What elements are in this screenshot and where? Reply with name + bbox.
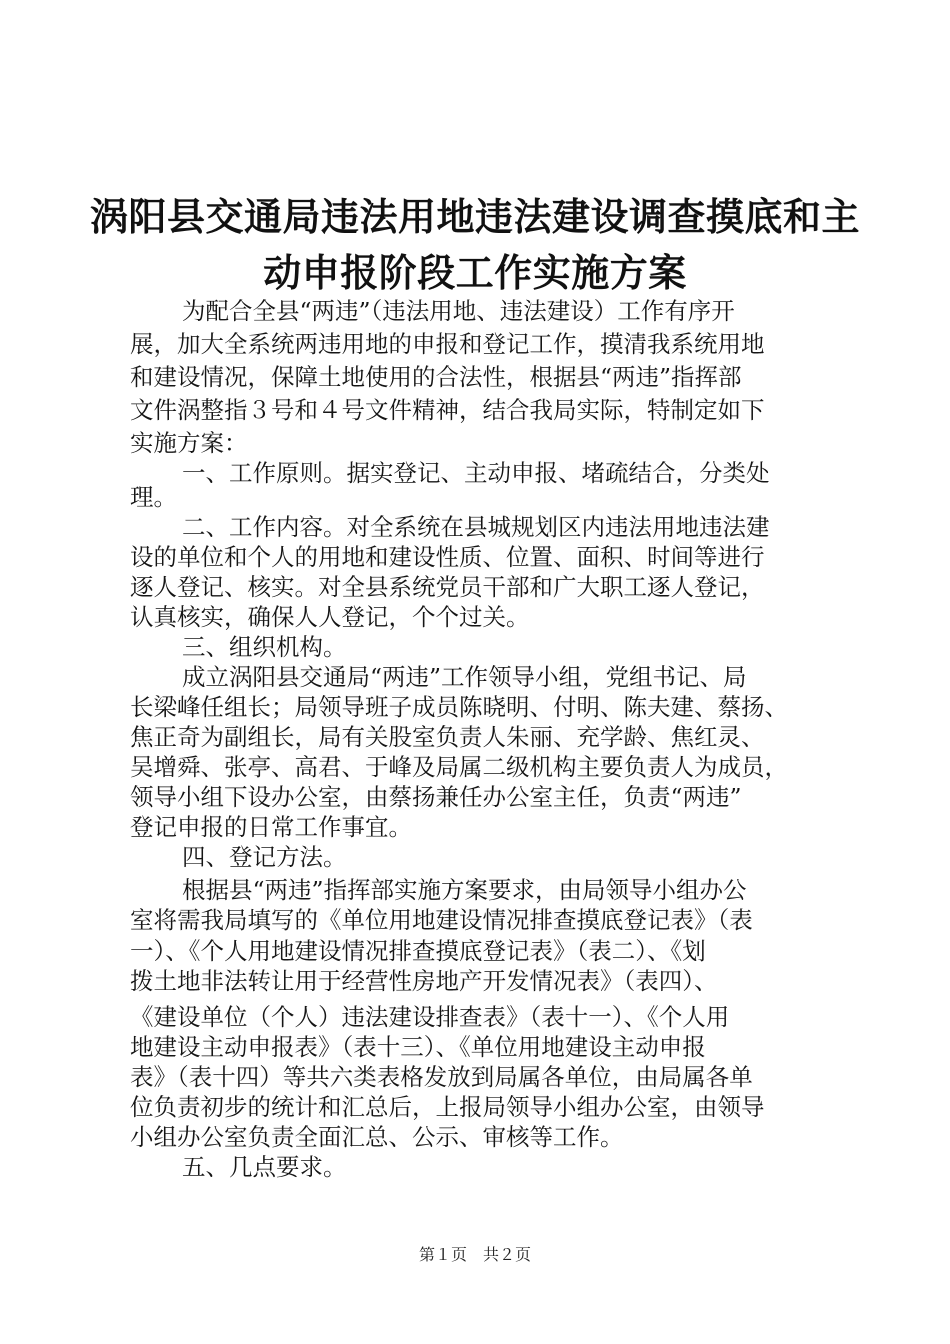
paragraph-line: 和建设情况，保障土地使用的合法性，根据县“两违”指挥部	[130, 363, 742, 391]
section-heading-line: 二、工作内容。对全系统在县城规划区内违法用地违法建	[182, 513, 770, 541]
page-number-footer: 第１页 共２页	[418, 1245, 531, 1264]
section-heading-line: 五、几点要求。	[182, 1153, 347, 1181]
paragraph-line: 登记申报的日常工作事宜。	[130, 813, 412, 841]
paragraph-line: 逐人登记、核实。对全县系统党员干部和广大职工逐人登记，	[130, 573, 765, 601]
paragraph-line: 理。	[130, 483, 177, 511]
paragraph-line: 文件涡整指３号和４号文件精神，结合我局实际，特制定如下	[130, 396, 765, 424]
paragraph-line: 位负责初步的统计和汇总后，上报局领导小组办公室，由领导	[130, 1093, 765, 1121]
paragraph-line: 小组办公室负责全面汇总、公示、审核等工作。	[130, 1123, 624, 1151]
section-heading-line: 三、组织机构。	[182, 633, 347, 661]
paragraph-line: 焦正奇为副组长，局有关股室负责人朱丽、充学龄、焦红灵、	[130, 723, 765, 751]
document-title-line-1: 涡阳县交通局违法用地违法建设调查摸底和主	[89, 194, 860, 239]
paragraph-line: 长梁峰任组长；局领导班子成员陈晓明、付明、陈夫建、蔡扬、	[130, 693, 788, 721]
paragraph-line: 成立涡阳县交通局“两违”工作领导小组，党组书记、局	[182, 663, 747, 691]
paragraph-line: 拨土地非法转让用于经营性房地产开发情况表》（表四）、	[130, 967, 718, 995]
paragraph-line: 设的单位和个人的用地和建设性质、位置、面积、时间等进行	[130, 543, 765, 571]
paragraph-line: 根据县“两违”指挥部实施方案要求，由局领导小组办公	[182, 876, 747, 904]
paragraph-line: 领导小组下设办公室，由蔡扬兼任办公室主任，负责“两违”	[130, 783, 742, 811]
document-title-line-2: 动申报阶段工作实施方案	[263, 250, 687, 295]
paragraph-line: 认真核实，确保人人登记，个个过关。	[130, 603, 530, 631]
paragraph-line: 一）、《个人用地建设情况排查摸底登记表》（表二）、《划	[130, 937, 706, 965]
section-heading-line: 一、工作原则。据实登记、主动申报、堵疏结合，分类处	[182, 459, 770, 487]
paragraph-line: 室将需我局填写的《单位用地建设情况排查摸底登记表》（表	[130, 906, 753, 934]
paragraph-line: 吴增舜、张亭、高君、于峰及局属二级机构主要负责人为成员，	[130, 753, 788, 781]
paragraph-line: 展，加大全系统两违用地的申报和登记工作，摸清我系统用地	[130, 330, 765, 358]
section-heading-line: 四、登记方法。	[182, 843, 347, 871]
paragraph-line: 《建设单位（个人）违法建设排查表》（表十一）、《个人用	[130, 1003, 730, 1031]
paragraph-line: 为配合全县“两违”（违法用地、违法建设）工作有序开	[182, 297, 735, 325]
paragraph-line: 地建设主动申报表》（表十三）、《单位用地建设主动申报	[130, 1033, 706, 1061]
paragraph-line: 表》（表十四）等共六类表格发放到局属各单位，由局属各单	[130, 1063, 753, 1091]
paragraph-line: 实施方案：	[130, 429, 248, 457]
